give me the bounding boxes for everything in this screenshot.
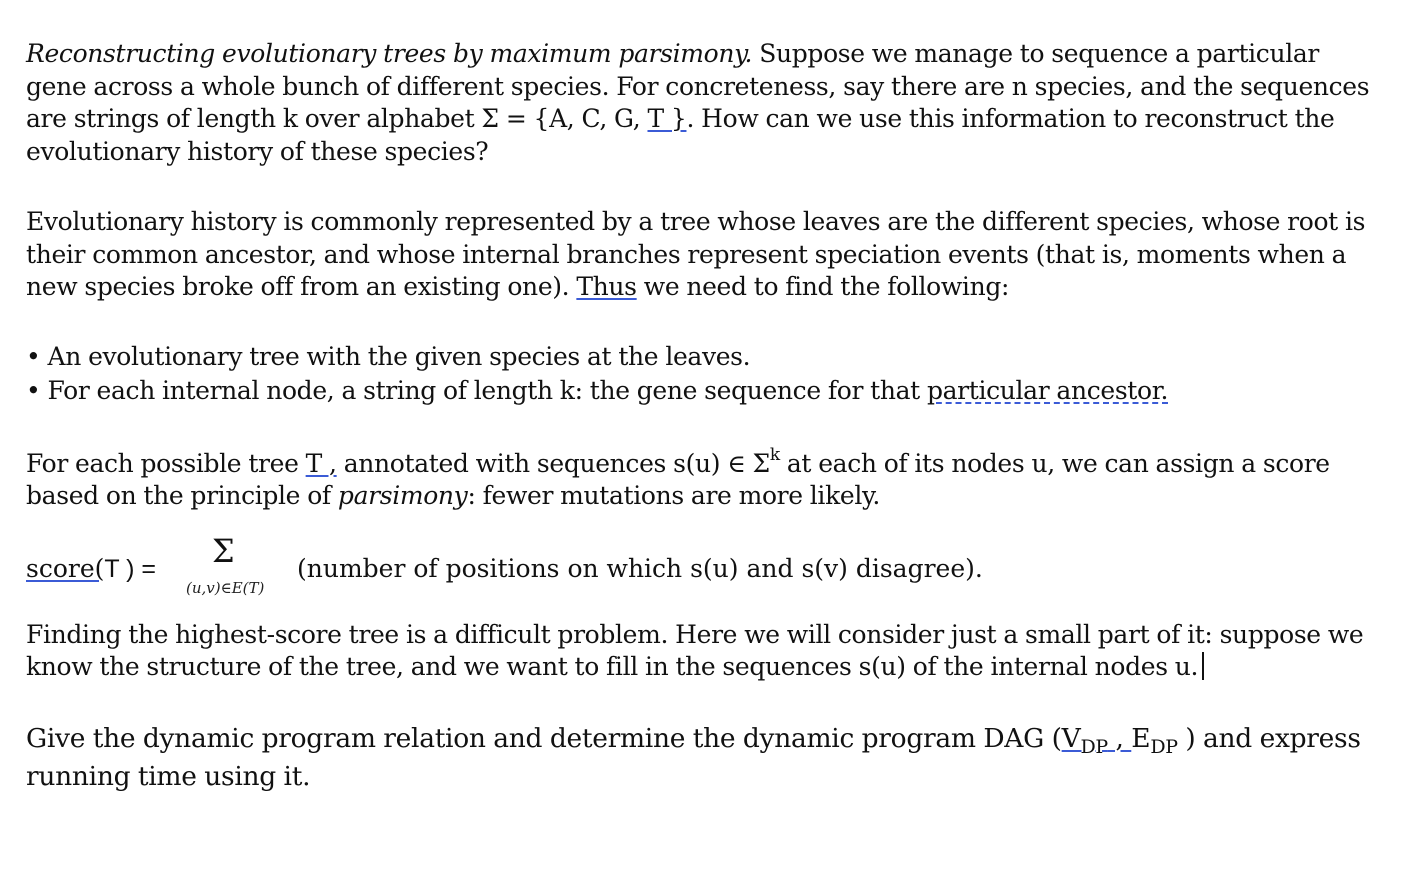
list-item: • An evolutionary tree with the given species at the leaves. — [26, 341, 751, 371]
list-item: • For each internal node, a string of length k: the gene sequence for that particular ancestor. — [26, 375, 1169, 405]
summation-symbol: Σ — [212, 531, 235, 570]
spellcheck-flag-T[interactable]: T } — [647, 104, 687, 133]
paragraph-problem: Finding the highest-score tree is a difficult problem. Here we will consider just a small part of it: suppose we know the structure of the tree, and we want to fill in the sequences s(u) of the internal nodes u. — [26, 619, 1364, 681]
bullet-marker: • — [26, 375, 41, 405]
summation-subscript: (u,v)∈E(T) — [186, 578, 265, 597]
formula-rhs: (number of positions on which s(u) and s(v) disagree). — [297, 553, 983, 583]
spellcheck-flag-vdp[interactable]: $V_{DP}$ , — [1061, 722, 1132, 758]
parsimony-term: parsimony — [337, 481, 468, 510]
bullet-list — [26, 340, 1384, 408]
superscript-k: k — [769, 444, 780, 465]
bullet-marker: • — [26, 341, 41, 371]
spellcheck-flag-score[interactable]: score( — [26, 553, 105, 583]
formula-lhs: score(T ) = — [26, 553, 157, 583]
paragraph-question: Give the dynamic program relation and determine the dynamic program DAG ($V_{DP}$ , $E_{DP}$ ) and express running time using it. — [26, 722, 1361, 792]
spellcheck-flag-tree-T[interactable]: T , — [305, 448, 337, 478]
section-title: Reconstructing evolutionary trees by maximum parsimony. — [26, 39, 753, 68]
paragraph-scoring: For each possible tree T , annotated with sequences s(u) ∈ $\Sigma^k$ at each of its nodes u, we can assign a score based on the principle of parsimony: fewer mutations are more likely. — [26, 444, 1330, 510]
paragraph-evolutionary-history: Evolutionary history is commonly represented by a tree whose leaves are the different species, whose root is their common ancestor, and whose internal branches represent speciation events (that is, moments when a new species broke off from an existing one). Thus we need to find the following: — [26, 207, 1366, 301]
paragraph-intro: Reconstructing evolutionary trees by maximum parsimony. Suppose we manage to sequence a particular gene across a whole bunch of different species. For concreteness, say there are n species, and the sequences are strings of length k over alphabet Σ = {A, C, G, T }. How can we use this information to reconstruct the evolutionary history of these species? — [26, 39, 1370, 166]
score-formula — [26, 531, 1384, 605]
grammar-flag-particular-ancestor[interactable]: particular ancestor. — [926, 375, 1169, 405]
grammar-flag-thus[interactable]: Thus — [576, 272, 637, 301]
text-cursor — [1202, 652, 1204, 680]
